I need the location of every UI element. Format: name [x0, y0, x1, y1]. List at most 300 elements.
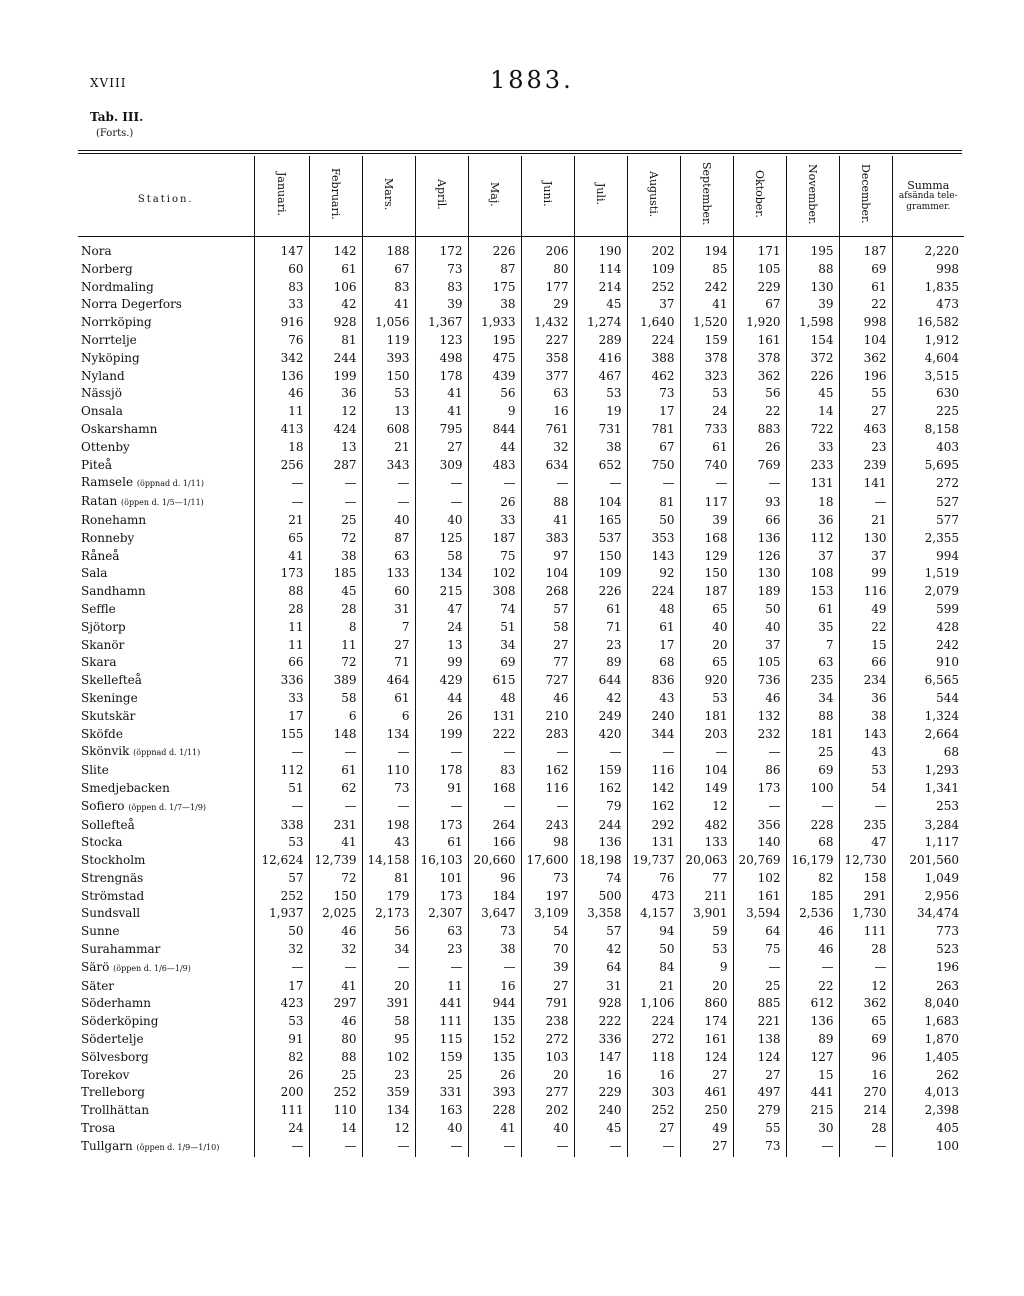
- month-cell: 149: [680, 780, 733, 798]
- month-cell: 92: [627, 565, 680, 583]
- table-row: [78, 708, 964, 726]
- month-cell: 195: [786, 237, 839, 261]
- month-cell: —: [309, 474, 362, 493]
- month-cell: 26: [468, 493, 521, 512]
- month-cell: 18,198: [574, 852, 627, 870]
- month-cell: 473: [627, 888, 680, 906]
- month-cell: 73: [415, 261, 468, 279]
- month-cell: 14: [786, 403, 839, 421]
- table-row: [78, 762, 964, 780]
- month-cell: 181: [680, 708, 733, 726]
- month-cell: 60: [254, 261, 309, 279]
- month-cell: 162: [521, 762, 574, 780]
- month-cell: 136: [786, 1013, 839, 1031]
- month-cell: 172: [415, 237, 468, 261]
- month-cell: 109: [574, 565, 627, 583]
- month-cell: 203: [680, 726, 733, 744]
- month-cell: 483: [468, 457, 521, 475]
- month-cell: 110: [362, 762, 415, 780]
- table-row: [78, 512, 964, 530]
- station-name: Skellefteå: [81, 673, 142, 688]
- month-cell: 228: [786, 817, 839, 835]
- month-cell: —: [468, 743, 521, 762]
- month-cell: —: [786, 959, 839, 978]
- month-cell: —: [309, 493, 362, 512]
- month-cell: 83: [468, 762, 521, 780]
- month-cell: 40: [733, 619, 786, 637]
- month-cell: 22: [839, 619, 892, 637]
- total-cell: 1,293: [892, 762, 964, 780]
- total-cell: 2,220: [892, 237, 964, 261]
- month-cell: 36: [786, 512, 839, 530]
- month-cell: 214: [574, 279, 627, 297]
- month-cell: 136: [733, 530, 786, 548]
- station-name: Norrköping: [81, 315, 152, 330]
- month-cell: 190: [574, 237, 627, 261]
- month-cell: 134: [362, 726, 415, 744]
- month-header: April.: [415, 156, 468, 237]
- month-cell: —: [254, 493, 309, 512]
- month-cell: 309: [415, 457, 468, 475]
- month-cell: 22: [839, 296, 892, 314]
- month-cell: 40: [415, 512, 468, 530]
- month-cell: 761: [521, 421, 574, 439]
- month-cell: 93: [733, 493, 786, 512]
- page-year: 1883.: [490, 66, 574, 94]
- month-cell: 173: [415, 817, 468, 835]
- month-cell: —: [309, 959, 362, 978]
- month-cell: 240: [574, 1102, 627, 1120]
- month-cell: —: [362, 493, 415, 512]
- month-cell: 53: [254, 834, 309, 852]
- month-cell: 67: [627, 439, 680, 457]
- month-cell: 33: [254, 690, 309, 708]
- month-cell: 41: [521, 512, 574, 530]
- month-cell: 158: [839, 870, 892, 888]
- table-row: [78, 601, 964, 619]
- month-cell: 89: [574, 654, 627, 672]
- month-cell: 1,367: [415, 314, 468, 332]
- table-row: [78, 261, 964, 279]
- table-row: [78, 978, 964, 996]
- total-cell: 1,683: [892, 1013, 964, 1031]
- month-cell: 37: [733, 637, 786, 655]
- month-cell: 226: [786, 368, 839, 386]
- month-cell: 475: [468, 350, 521, 368]
- month-cell: 733: [680, 421, 733, 439]
- month-cell: 65: [680, 601, 733, 619]
- month-cell: —: [254, 1138, 309, 1157]
- total-cell: 68: [892, 743, 964, 762]
- month-cell: 389: [309, 672, 362, 690]
- month-cell: 229: [574, 1084, 627, 1102]
- month-cell: 12: [362, 1120, 415, 1138]
- month-cell: 58: [521, 619, 574, 637]
- table-row: [78, 1031, 964, 1049]
- month-cell: 34: [786, 690, 839, 708]
- month-cell: 66: [733, 512, 786, 530]
- month-cell: 24: [415, 619, 468, 637]
- month-cell: 202: [627, 237, 680, 261]
- station-name: Sofiero (öppen d. 1/7—1/9): [81, 798, 207, 813]
- month-cell: —: [468, 798, 521, 817]
- station-name: Sala: [81, 566, 108, 581]
- month-cell: 189: [733, 583, 786, 601]
- month-cell: —: [521, 743, 574, 762]
- month-cell: 44: [415, 690, 468, 708]
- month-cell: 612: [786, 995, 839, 1013]
- month-cell: 72: [309, 870, 362, 888]
- month-cell: 214: [839, 1102, 892, 1120]
- month-cell: 105: [733, 261, 786, 279]
- month-cell: 17: [254, 978, 309, 996]
- month-cell: 731: [574, 421, 627, 439]
- month-cell: 55: [733, 1120, 786, 1138]
- station-name: Nyland: [81, 368, 125, 383]
- month-cell: 27: [839, 403, 892, 421]
- month-cell: 42: [574, 690, 627, 708]
- month-cell: 116: [521, 780, 574, 798]
- month-cell: 11: [254, 619, 309, 637]
- total-cell: 225: [892, 403, 964, 421]
- month-cell: 43: [839, 743, 892, 762]
- total-cell: 630: [892, 385, 964, 403]
- month-cell: 25: [309, 512, 362, 530]
- month-cell: 227: [521, 332, 574, 350]
- month-cell: 142: [627, 780, 680, 798]
- month-cell: 57: [254, 870, 309, 888]
- month-cell: —: [415, 959, 468, 978]
- month-cell: 15: [839, 637, 892, 655]
- table-row: [78, 279, 964, 297]
- station-name: Söderhamn: [81, 996, 151, 1011]
- month-cell: 2,536: [786, 905, 839, 923]
- month-cell: 34: [362, 941, 415, 959]
- month-cell: 21: [362, 439, 415, 457]
- month-cell: —: [468, 474, 521, 493]
- month-cell: 63: [415, 923, 468, 941]
- month-header: Februari.: [309, 156, 362, 237]
- month-cell: 133: [680, 834, 733, 852]
- month-cell: 916: [254, 314, 309, 332]
- month-cell: 130: [786, 279, 839, 297]
- month-cell: —: [574, 743, 627, 762]
- month-cell: 1,274: [574, 314, 627, 332]
- month-cell: 46: [309, 923, 362, 941]
- month-cell: 61: [574, 601, 627, 619]
- month-cell: 178: [415, 368, 468, 386]
- table-row: [78, 493, 964, 512]
- month-cell: 11: [309, 637, 362, 655]
- month-cell: 25: [733, 978, 786, 996]
- month-cell: 19,737: [627, 852, 680, 870]
- month-cell: 46: [309, 1013, 362, 1031]
- month-cell: —: [468, 1138, 521, 1157]
- table-row: [78, 959, 964, 978]
- month-cell: —: [733, 959, 786, 978]
- station-name: Trosa: [81, 1121, 116, 1136]
- month-cell: 126: [733, 548, 786, 566]
- month-cell: 81: [362, 870, 415, 888]
- station-name: Trollhättan: [81, 1103, 150, 1118]
- month-cell: —: [362, 474, 415, 493]
- month-cell: 50: [627, 512, 680, 530]
- station-note: (öppen d. 1/9—1/10): [136, 1142, 220, 1152]
- month-cell: 41: [254, 548, 309, 566]
- month-cell: 244: [309, 350, 362, 368]
- month-cell: 85: [680, 261, 733, 279]
- month-cell: 161: [733, 888, 786, 906]
- month-cell: 45: [574, 1120, 627, 1138]
- total-cell: 2,956: [892, 888, 964, 906]
- total-cell: 473: [892, 296, 964, 314]
- month-cell: 196: [839, 368, 892, 386]
- month-cell: 108: [786, 565, 839, 583]
- month-cell: 53: [839, 762, 892, 780]
- month-cell: 461: [680, 1084, 733, 1102]
- month-cell: —: [362, 798, 415, 817]
- table-row: [78, 726, 964, 744]
- month-cell: 423: [254, 995, 309, 1013]
- month-cell: 105: [733, 654, 786, 672]
- month-cell: 378: [680, 350, 733, 368]
- month-cell: 154: [786, 332, 839, 350]
- month-cell: 91: [415, 780, 468, 798]
- station-name: Södertelje: [81, 1032, 144, 1047]
- month-cell: 111: [839, 923, 892, 941]
- month-cell: 323: [680, 368, 733, 386]
- month-cell: 3,594: [733, 905, 786, 923]
- month-cell: 16: [839, 1067, 892, 1085]
- month-cell: 73: [468, 923, 521, 941]
- month-cell: 61: [309, 762, 362, 780]
- month-cell: 439: [468, 368, 521, 386]
- month-cell: 124: [733, 1049, 786, 1067]
- month-cell: 249: [574, 708, 627, 726]
- month-cell: 38: [468, 941, 521, 959]
- station-name: Sunne: [81, 924, 120, 939]
- month-cell: 38: [468, 296, 521, 314]
- month-cell: 114: [574, 261, 627, 279]
- month-cell: 159: [415, 1049, 468, 1067]
- header-row: [78, 156, 964, 237]
- month-cell: 109: [627, 261, 680, 279]
- month-cell: 123: [415, 332, 468, 350]
- month-cell: 147: [254, 237, 309, 261]
- month-cell: 12,730: [839, 852, 892, 870]
- month-cell: 88: [309, 1049, 362, 1067]
- total-cell: 403: [892, 439, 964, 457]
- total-cell: 5,695: [892, 457, 964, 475]
- month-cell: 88: [521, 493, 574, 512]
- month-cell: —: [733, 474, 786, 493]
- month-cell: 89: [786, 1031, 839, 1049]
- table-row: [78, 888, 964, 906]
- month-cell: 362: [839, 350, 892, 368]
- month-cell: 272: [627, 1031, 680, 1049]
- month-cell: 42: [309, 296, 362, 314]
- month-cell: —: [309, 1138, 362, 1157]
- station-name: Söderköping: [81, 1014, 159, 1029]
- total-cell: 998: [892, 261, 964, 279]
- month-cell: 210: [521, 708, 574, 726]
- month-cell: 215: [415, 583, 468, 601]
- month-cell: —: [627, 1138, 680, 1157]
- month-cell: 119: [362, 332, 415, 350]
- station-note: (öppen d. 1/6—1/9): [113, 963, 191, 973]
- month-cell: 42: [574, 941, 627, 959]
- station-name: Skanör: [81, 637, 125, 652]
- month-cell: 844: [468, 421, 521, 439]
- month-cell: 928: [309, 314, 362, 332]
- month-cell: 303: [627, 1084, 680, 1102]
- month-cell: 224: [627, 583, 680, 601]
- month-cell: 27: [733, 1067, 786, 1085]
- month-cell: 12: [309, 403, 362, 421]
- top-rule: [78, 150, 962, 151]
- month-cell: 40: [415, 1120, 468, 1138]
- month-cell: 174: [680, 1013, 733, 1031]
- month-cell: 69: [839, 261, 892, 279]
- month-cell: 84: [627, 959, 680, 978]
- month-cell: 45: [309, 583, 362, 601]
- month-cell: 608: [362, 421, 415, 439]
- total-cell: 2,355: [892, 530, 964, 548]
- month-cell: 106: [309, 279, 362, 297]
- month-cell: 836: [627, 672, 680, 690]
- month-cell: 750: [627, 457, 680, 475]
- month-cell: —: [309, 798, 362, 817]
- month-header: Juli.: [574, 156, 627, 237]
- month-cell: 27: [521, 978, 574, 996]
- month-cell: 3,358: [574, 905, 627, 923]
- month-cell: 356: [733, 817, 786, 835]
- month-cell: 28: [309, 601, 362, 619]
- month-cell: 58: [415, 548, 468, 566]
- month-cell: 99: [839, 565, 892, 583]
- month-cell: 152: [468, 1031, 521, 1049]
- month-cell: 1,933: [468, 314, 521, 332]
- month-cell: 24: [680, 403, 733, 421]
- month-cell: 74: [468, 601, 521, 619]
- month-cell: 135: [468, 1049, 521, 1067]
- month-cell: 9: [468, 403, 521, 421]
- station-name: Stockholm: [81, 853, 146, 868]
- table-row: [78, 780, 964, 798]
- month-cell: 215: [786, 1102, 839, 1120]
- month-cell: 91: [254, 1031, 309, 1049]
- month-cell: 388: [627, 350, 680, 368]
- month-cell: 103: [521, 1049, 574, 1067]
- month-cell: 283: [521, 726, 574, 744]
- month-cell: 87: [362, 530, 415, 548]
- month-cell: 1,520: [680, 314, 733, 332]
- month-cell: 268: [521, 583, 574, 601]
- month-cell: —: [786, 798, 839, 817]
- month-cell: 56: [468, 385, 521, 403]
- month-cell: —: [254, 959, 309, 978]
- month-cell: 104: [680, 762, 733, 780]
- month-header: September.: [680, 156, 733, 237]
- month-cell: 15: [786, 1067, 839, 1085]
- month-cell: 61: [786, 601, 839, 619]
- total-cell: 100: [892, 1138, 964, 1157]
- month-cell: 82: [786, 870, 839, 888]
- station-name: Norrtelje: [81, 332, 137, 347]
- month-cell: 75: [733, 941, 786, 959]
- page-number: XVIII: [90, 76, 127, 90]
- month-cell: 130: [733, 565, 786, 583]
- month-cell: 1,937: [254, 905, 309, 923]
- month-cell: 6: [309, 708, 362, 726]
- month-cell: 118: [627, 1049, 680, 1067]
- month-cell: 920: [680, 672, 733, 690]
- month-cell: 41: [680, 296, 733, 314]
- month-cell: 27: [680, 1067, 733, 1085]
- month-cell: 134: [415, 565, 468, 583]
- month-cell: —: [786, 1138, 839, 1157]
- station-name: Sandhamn: [81, 584, 146, 599]
- month-cell: 64: [574, 959, 627, 978]
- station-note: (öppnad d. 1/11): [136, 479, 204, 489]
- month-cell: 46: [733, 690, 786, 708]
- month-cell: 27: [627, 1120, 680, 1138]
- continued-label: (Forts.): [96, 128, 134, 139]
- month-cell: 87: [468, 261, 521, 279]
- month-cell: —: [415, 1138, 468, 1157]
- month-cell: 32: [254, 941, 309, 959]
- month-cell: 68: [786, 834, 839, 852]
- month-cell: 297: [309, 995, 362, 1013]
- total-cell: 2,398: [892, 1102, 964, 1120]
- month-cell: 39: [521, 959, 574, 978]
- month-cell: 228: [468, 1102, 521, 1120]
- month-cell: 102: [468, 565, 521, 583]
- station-name: Säter: [81, 978, 115, 993]
- month-cell: 16,103: [415, 852, 468, 870]
- total-cell: 527: [892, 493, 964, 512]
- station-name: Skutskär: [81, 708, 136, 723]
- month-cell: 19: [574, 403, 627, 421]
- station-name: Skara: [81, 655, 117, 670]
- month-cell: 34: [468, 637, 521, 655]
- total-cell: 4,604: [892, 350, 964, 368]
- month-cell: 130: [839, 530, 892, 548]
- month-cell: 165: [574, 512, 627, 530]
- station-name: Onsala: [81, 404, 123, 419]
- month-cell: 37: [839, 548, 892, 566]
- table-row: [78, 237, 964, 261]
- total-cell: 253: [892, 798, 964, 817]
- month-cell: 45: [574, 296, 627, 314]
- month-cell: 41: [362, 296, 415, 314]
- month-cell: 264: [468, 817, 521, 835]
- month-cell: 73: [521, 870, 574, 888]
- month-cell: 3,109: [521, 905, 574, 923]
- month-cell: 76: [627, 870, 680, 888]
- month-cell: 72: [309, 530, 362, 548]
- station-name: Särö (öppen d. 1/6—1/9): [81, 959, 191, 974]
- month-cell: 722: [786, 421, 839, 439]
- month-cell: 22: [733, 403, 786, 421]
- total-cell: 405: [892, 1120, 964, 1138]
- station-name: Nordmaling: [81, 279, 154, 294]
- month-cell: 69: [839, 1031, 892, 1049]
- month-cell: 239: [839, 457, 892, 475]
- month-cell: 441: [415, 995, 468, 1013]
- month-cell: 25: [786, 743, 839, 762]
- month-cell: 46: [786, 923, 839, 941]
